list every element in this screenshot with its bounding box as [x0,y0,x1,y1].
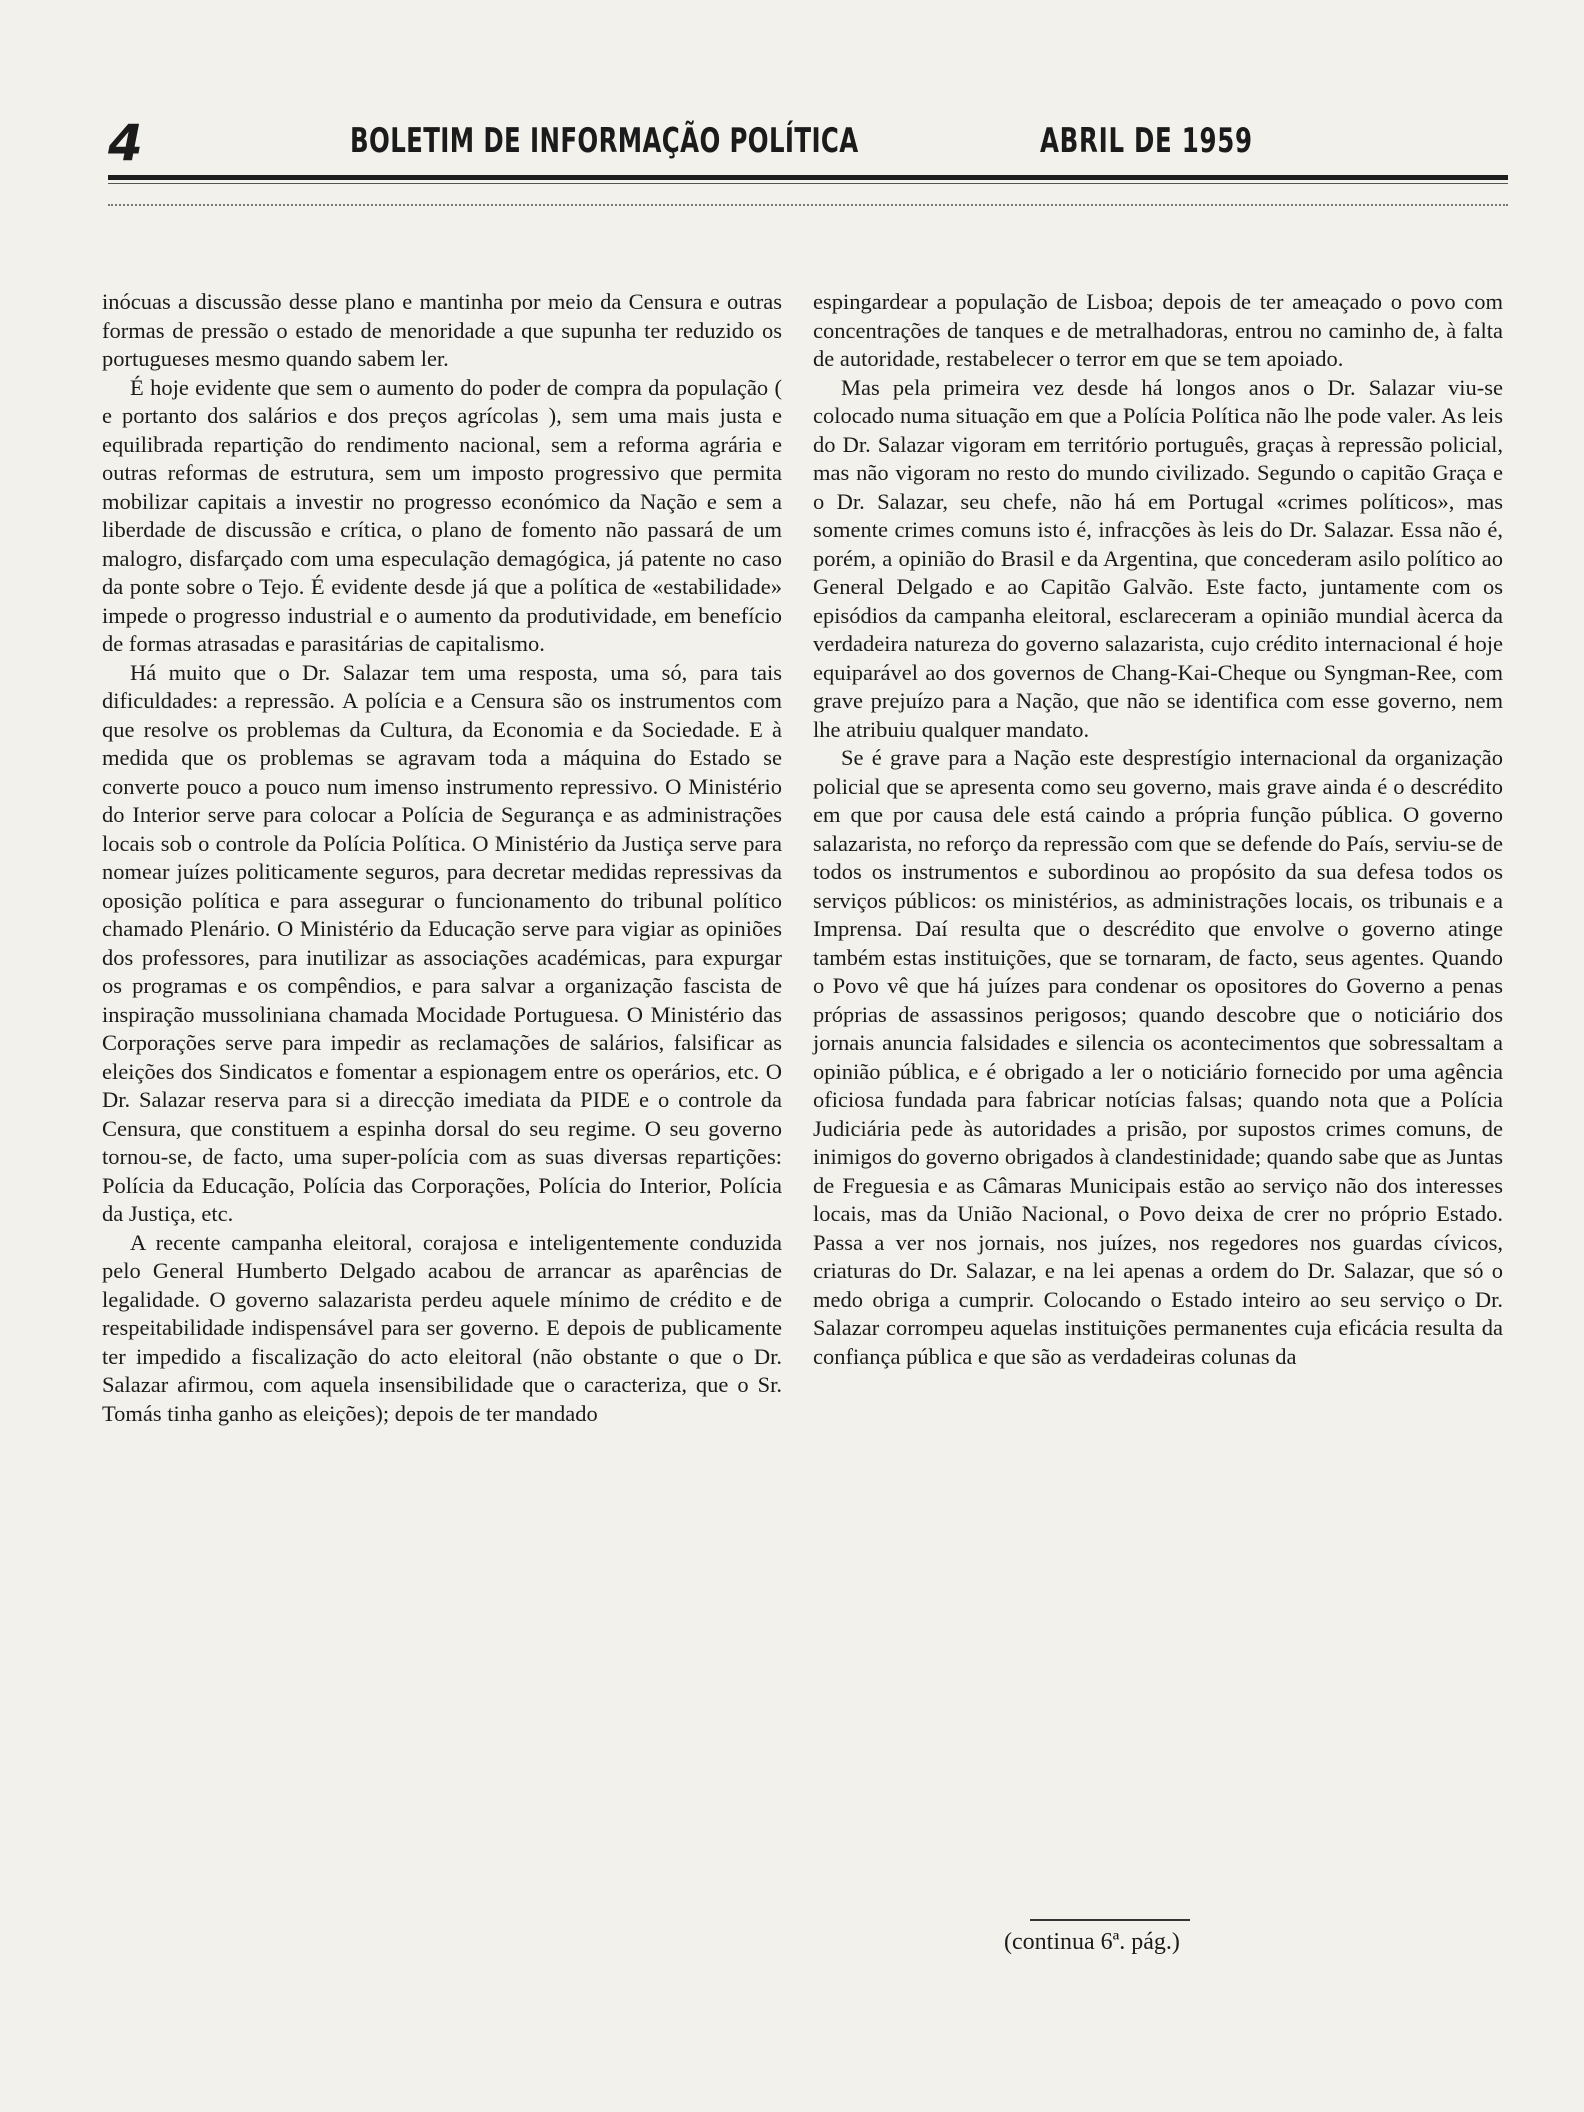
paragraph: A recente campanha eleitoral, corajosa e inteligentemente conduzida pelo General Humberto Delgado acabou de arrancar as aparências de legalidade. O governo salazarista perdeu aquele mínimo de crédito e de respeitabilidade indispensável para ser governo. E depois de publicamente ter impedido a fiscalização do acto eleitoral (não obstante o que o Dr. Salazar afirmou, com aquela insensibilidade que o caracteriza, que o Sr. Tomás tinha ganho as eleições); depois de ter mandado [102,1229,782,1426]
page-number: 4 [108,114,143,172]
right-column [813,288,1503,1371]
header-rule [108,175,1508,180]
paragraph: Se é grave para a Nação este desprestígio internacional da organização policial que se apresenta como seu governo, mais grave ainda é o descrédito em que por causa dele está caindo a própria função pública. O governo salazarista, no reforço da repressão com que se defende do País, serviu-se de todos os instrumentos e subordinou ao propósito da sua defesa todos os serviços públicos: os ministérios, as administrações locais, os tribunais e a Imprensa. Daí resulta que o descrédito que envolve o governo atinge também estas instituições, que se tornaram, de facto, seus agentes. Quando o Povo vê que há juízes para condenar os opositores do Governo a penas próprias de assassinos perigosos; quando descobre que o noticiário dos jornais anuncia falsidades e silencia os acontecimentos que sobressaltam a opinião pública, e é obrigado a ler o noticiário fornecido por uma agência oficiosa fundada para fabricar notícias falsas; quando nota que a Polícia Judiciária pede às autoridades a prisão, por supostos crimes comuns, de inimigos do governo obrigados à clandestinidade; quando sabe que as Juntas de Freguesia e as Câmaras Municipais estão ao serviço não dos interesses locais, mas da União Nacional, o Povo deixa de crer no próprio Estado. Passa a ver nos jornais, nos juízes, nos regedores nos guardas cívicos, criaturas do Dr. Salazar, e na lei apenas a ordem do Dr. Salazar, que só o medo obriga a cumprir. Colocando o Estado inteiro ao seu serviço o Dr. Salazar corrompeu aquelas instituições permanentes cuja eficácia resulta da confiança pública e que são as verdadeiras colunas da [813,745,1503,1369]
header-rule-dotted [108,204,1508,206]
paragraph: Há muito que o Dr. Salazar tem uma resposta, uma só, para tais dificuldades: a repressão. A polícia e a Censura são os instrumentos com que resolve os problemas da Cultura, da Economia e da Sociedade. E à medida que os problemas se agravam toda a máquina do Estado se converte pouco a pouco num imenso instrumento repressivo. O Ministério do Interior serve para colocar a Polícia de Segurança e as administrações locais sob o controle da Polícia Política. O Ministério da Justiça serve para nomear juízes politicamente seguros, para decretar medidas repressivas da oposição política e para assegurar o funcionamento do tribunal político chamado Plenário. O Ministério da Educação serve para vigiar as opiniões dos professores, para inutilizar as associações académicas, para expurgar os programas e os compêndios, e para salvar a organização fascista de inspiração mussoliniana chamada Mocidade Portuguesa. O Ministério das Corporações serve para impedir as reclamações de salários, falsificar as eleições dos Sindicatos e fomentar a espionagem entre os operários, etc. O Dr. Salazar reserva para si a direcção imediata da PIDE e o controle da Censura, que constituem a espinha dorsal do seu regime. O seu governo tornou-se, de facto, uma super-polícia com as suas diversas repartições: Polícia da Educação, Polícia das Corporações, Polícia do Interior, Polícia da Justiça, etc. [102,659,782,1226]
masthead-date: ABRIL DE 1959 [1040,121,1253,161]
paragraph: inócuas a discussão desse plano e mantinha por meio da Censura e outras formas de pressão o estado de menoridade a que supunha ter reduzido os portugueses mesmo quando sabem ler. [102,289,782,371]
header-rule-thin [108,183,1508,184]
paragraph: espingardear a população de Lisboa; depois de ter ameaçado o povo com concentrações de tanques e de metralhadoras, entrou no caminho de, à falta de autoridade, restabelecer o terror em que se tem apoiado. [813,289,1503,371]
paragraph: É hoje evidente que sem o aumento do poder de compra da população ( e portanto dos salários e dos preços agrícolas ), sem uma mais justa e equilibrada repartição do rendimento nacional, sem a reforma agrária e outras reformas de estrutura, sem um imposto progressivo que permita mobilizar capitais a investir no progresso económico da Nação e sem a liberdade de discussão e crítica, o plano de fomento não passará de um malogro, disfarçado com uma especulação demagógica, já patente no caso da ponte sobre o Tejo. É evidente desde já que a política de «estabilidade» impede o progresso industrial e o aumento da produtividade, em benefício de formas atrasadas e parasitárias de capitalismo. [102,374,782,656]
continuation-note: (continua 6ª. pág.) [1004,1929,1180,1955]
left-column [102,288,782,1428]
masthead-title: BOLETIM DE INFORMAÇÃO POLÍTICA [350,121,859,161]
paragraph: Mas pela primeira vez desde há longos anos o Dr. Salazar viu-se colocado numa situação em que a Polícia Política não lhe pode valer. As leis do Dr. Salazar vigoram em território português, graças à repressão policial, mas não vigoram no resto do mundo civilizado. Segundo o capitão Graça e o Dr. Salazar, seu chefe, não há em Portugal «crimes políticos», mas somente crimes comuns isto é, infracções às leis do Dr. Salazar. Essa não é, porém, a opinião do Brasil e da Argentina, que concederam asilo político ao General Delgado e ao Capitão Galvão. Este facto, juntamente com os episódios da campanha eleitoral, esclareceram a opinião mundial àcerca da verdadeira natureza do governo salazarista, cujo crédito internacional é hoje equiparável ao dos governos de Chang-Kai-Cheque ou Syngman-Ree, com grave prejuízo para a Nação, que não se identifica com esse governo, nem lhe atribuiu qualquer mandato. [813,374,1503,742]
continuation-rule [1030,1919,1190,1921]
